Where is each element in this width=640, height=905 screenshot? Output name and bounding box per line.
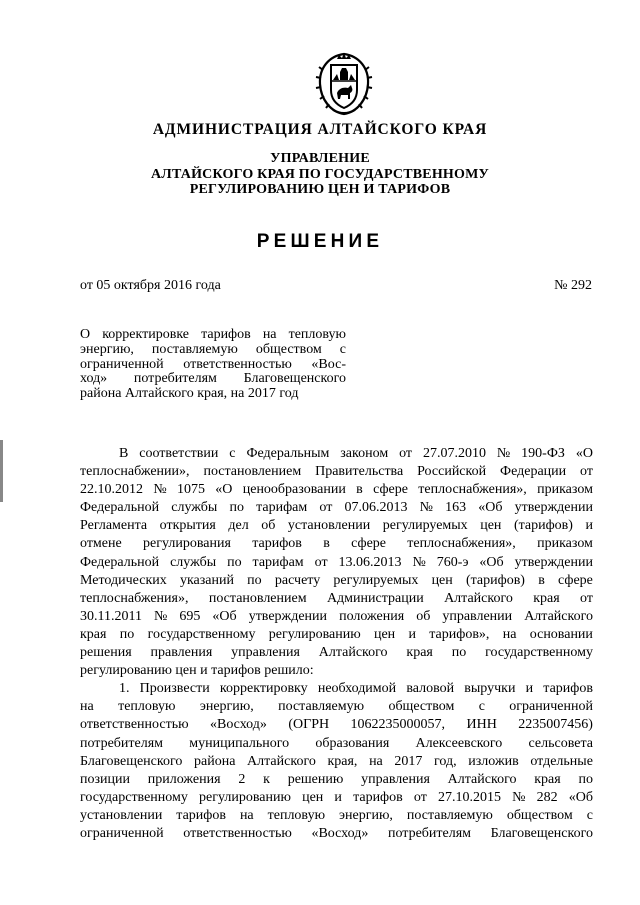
subject-line: энергию, поставляемую обществом с: [80, 341, 346, 357]
body-line: позиции приложения 2 к решению управления Алтайского края по: [80, 771, 593, 787]
body-line: регулированию цен и тарифов решило:: [80, 663, 314, 679]
subject-line: О корректировке тарифов на тепловую: [80, 327, 346, 342]
department-line: РЕГУЛИРОВАНИЮ ЦЕН И ТАРИФОВ: [189, 182, 451, 198]
body-line: теплоснабжении», постановлением Правительства Российской Федерации от: [80, 464, 593, 480]
organization-title: АДМИНИСТРАЦИЯ АЛТАЙСКОГО КРАЯ: [152, 121, 488, 138]
body-line: 22.10.2012 № 1075 «О ценообразовании в сфере теплоснабжения», приказом: [80, 482, 593, 498]
body-line: 30.11.2011 № 695 «Об утверждении положения об управлении Алтайского: [80, 608, 593, 624]
body-line: Федеральной службы по тарифам от 07.06.2013 № 163 «Об утверждении: [80, 500, 593, 516]
document-number: № 292: [554, 278, 592, 293]
body-line: Регламента открытия дел об установлении регулируемых цен (тарифов) и: [80, 518, 593, 534]
subject-line: ход» потребителям Благовещенского: [80, 371, 346, 387]
body-line: края по государственному регулированию цен и тарифов», на основании: [80, 626, 593, 642]
body-line: установлении тарифов на тепловую энергию, поставляемую обществом с: [80, 807, 593, 823]
body-line: потребителям муниципального образования Алексеевского сельсовета: [80, 735, 593, 751]
document-date: от 05 октября 2016 года: [80, 278, 221, 293]
coat-of-arms-icon: [311, 50, 377, 118]
body-line: Благовещенского района Алтайского края, на 2017 год, изложив отдельные: [80, 753, 593, 769]
document-subject: [80, 328, 346, 402]
subject-line: ограниченной ответственностью «Вос-: [80, 356, 346, 372]
department-title: [0, 151, 640, 198]
document-meta: [80, 278, 592, 296]
body-line: решения правления управления Алтайского края по государственному: [80, 645, 593, 661]
body-line: отмене регулирования тарифов в сфере теплоснабжения», приказом: [80, 536, 593, 552]
body-line: Методических указаний по расчету регулируемых цен (тарифов) в сфере: [80, 572, 593, 588]
body-line: ограниченной ответственностью «Восход» потребителям Благовещенского: [80, 825, 593, 841]
body-line: ответственностью «Восход» (ОГРН 1062235000057, ИНН 2235007456): [80, 717, 593, 733]
body-line: теплоснабжения», постановлением Администрации Алтайского края от: [80, 590, 593, 606]
document-body: [80, 445, 593, 843]
body-line: на тепловую энергию, поставляемую обществом с ограниченной: [80, 699, 593, 715]
department-line: УПРАВЛЕНИЕ: [270, 151, 370, 166]
body-line: 1. Произвести корректировку необходимой валовой выручки и тарифов: [119, 681, 593, 697]
subject-line: района Алтайского края, на 2017 год: [80, 386, 299, 402]
document-type-heading: РЕШЕНИЕ: [256, 231, 384, 252]
body-line: государственному регулированию цен и тарифов от 27.10.2015 № 282 «Об: [80, 789, 593, 805]
scan-edge-mark: [0, 440, 3, 502]
department-line: АЛТАЙСКОГО КРАЯ ПО ГОСУДАРСТВЕННОМУ: [151, 166, 489, 182]
body-line: Федеральной службы по тарифам от 13.06.2013 № 760-э «Об утверждении: [80, 554, 593, 570]
body-line: В соответствии с Федеральным законом от 27.07.2010 № 190-ФЗ «О: [119, 446, 593, 461]
